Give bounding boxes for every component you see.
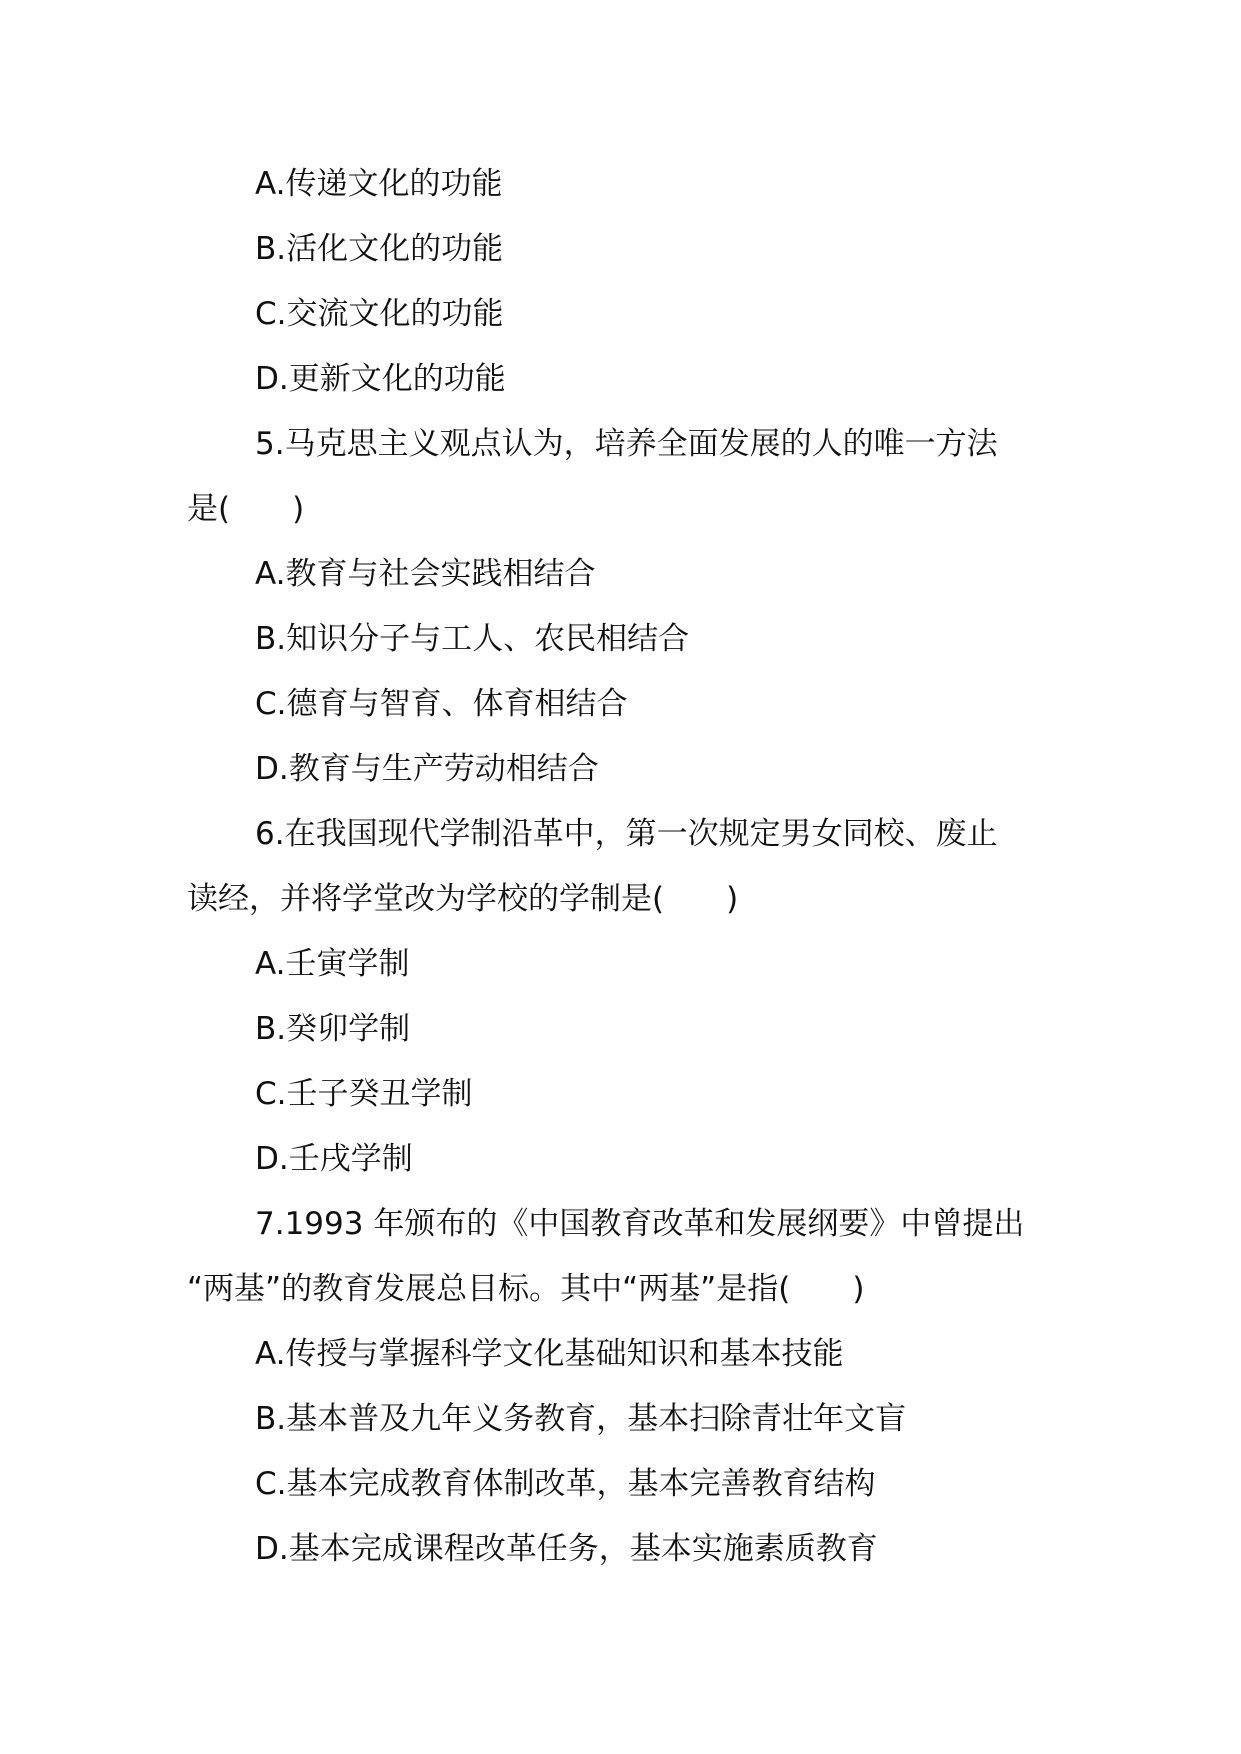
q7-option-d: D.基本完成课程改革任务，基本实施素质教育 <box>255 1531 878 1567</box>
q5-option-a: A.教育与社会实践相结合 <box>255 556 596 592</box>
q5-stem-line1: 5.马克思主义观点认为，培养全面发展的人的唯一方法 <box>255 426 998 462</box>
q6-stem-line1: 6.在我国现代学制沿革中，第一次规定男女同校、废止 <box>255 816 998 852</box>
q4-option-a: A.传递文化的功能 <box>255 166 503 202</box>
q7-option-c: C.基本完成教育体制改革，基本完善教育结构 <box>255 1466 876 1502</box>
q6-stem-line2: 读经，并将学堂改为学校的学制是( ) <box>187 881 739 917</box>
q4-option-c: C.交流文化的功能 <box>255 296 504 332</box>
q7-option-b: B.基本普及九年义务教育，基本扫除青壮年文盲 <box>255 1401 907 1437</box>
q5-stem-line2: 是( ) <box>187 491 305 527</box>
q6-option-b: B.癸卯学制 <box>255 1011 411 1047</box>
q5-option-b: B.知识分子与工人、农民相结合 <box>255 621 690 657</box>
q6-option-c: C.壬子癸丑学制 <box>255 1076 473 1112</box>
q6-option-d: D.壬戌学制 <box>255 1141 413 1177</box>
q6-option-a: A.壬寅学制 <box>255 946 410 982</box>
q7-option-a: A.传授与掌握科学文化基础知识和基本技能 <box>255 1336 844 1372</box>
q7-stem-line1: 7.1993 年颁布的《中国教育改革和发展纲要》中曾提出 <box>255 1206 1025 1242</box>
q5-option-d: D.教育与生产劳动相结合 <box>255 751 599 787</box>
q5-option-c: C.德育与智育、体育相结合 <box>255 686 628 722</box>
q7-stem-line2: “两基”的教育发展总目标。其中“两基”是指( ) <box>187 1271 865 1307</box>
q4-option-b: B.活化文化的功能 <box>255 231 504 267</box>
q4-option-d: D.更新文化的功能 <box>255 361 506 397</box>
